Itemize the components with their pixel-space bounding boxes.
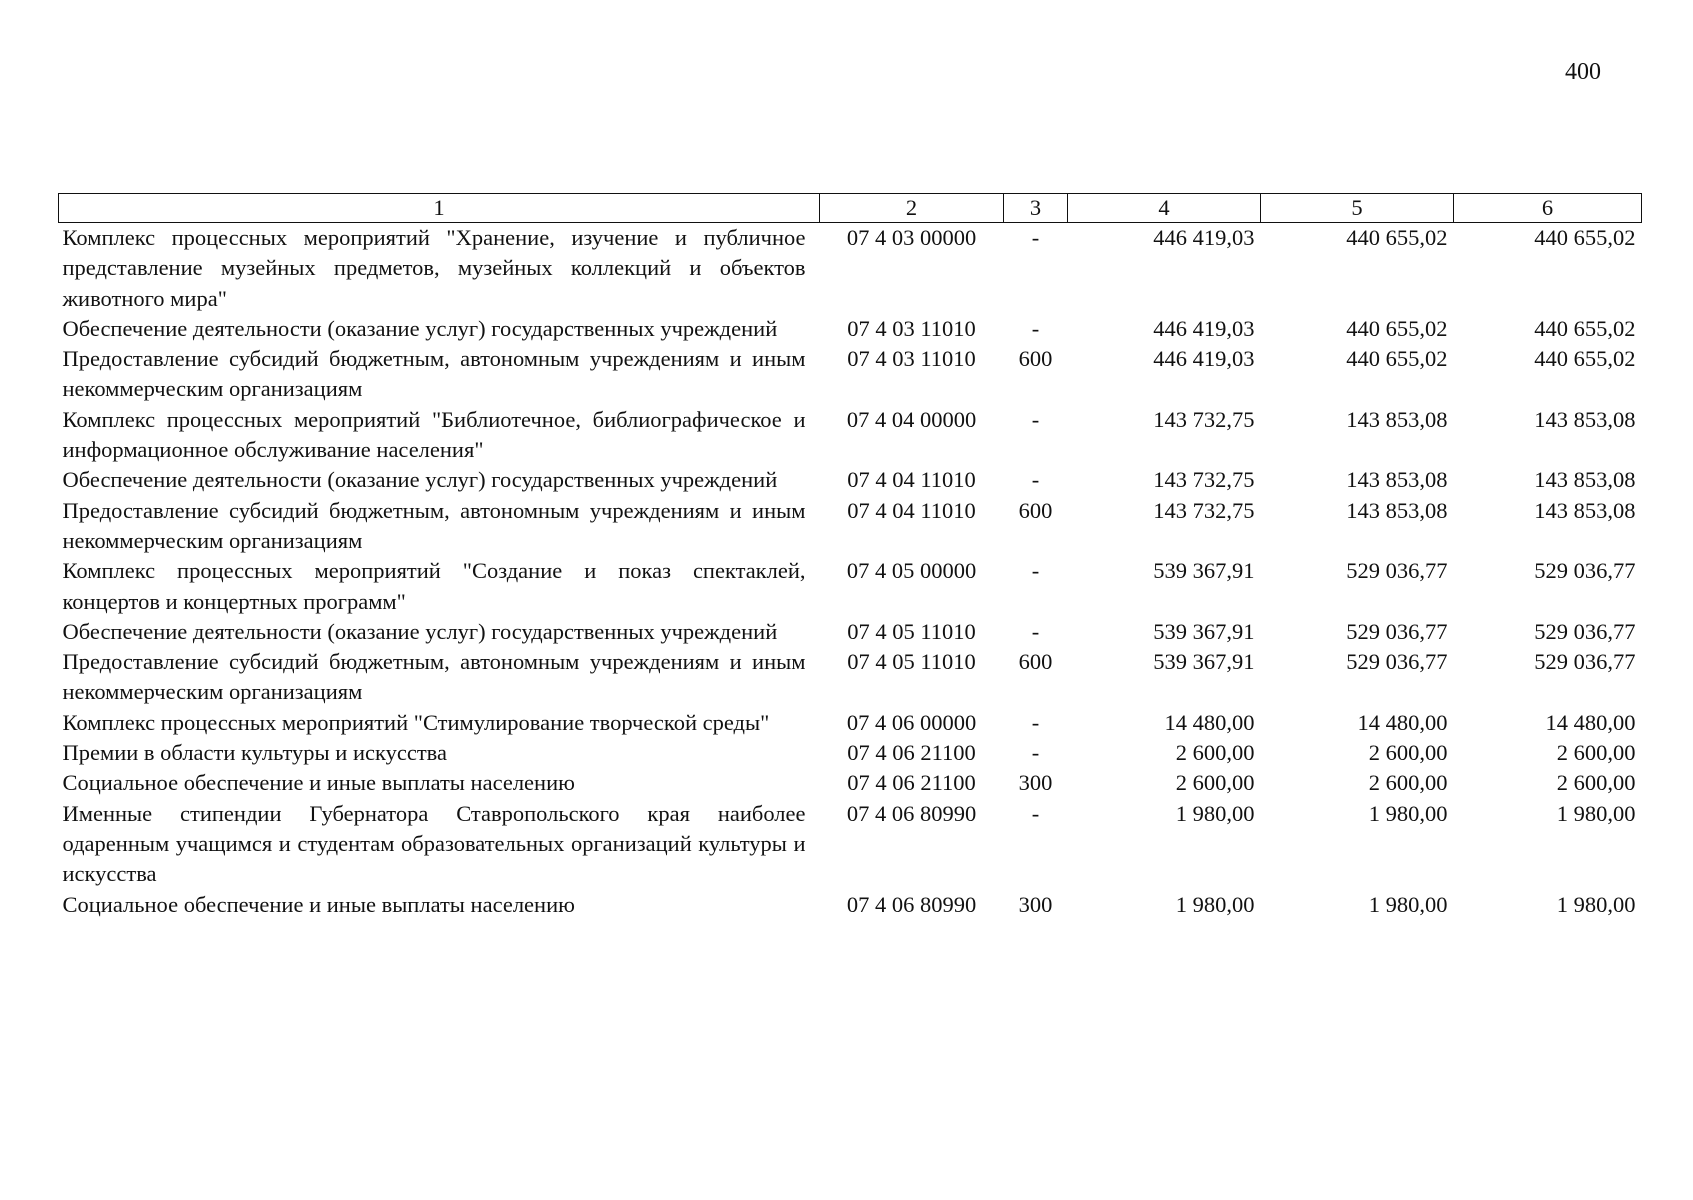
row-code: 07 4 05 11010 — [847, 649, 976, 675]
row-value-4: 446 419,03 — [1153, 225, 1255, 250]
row-value-5: 529 036,77 — [1346, 558, 1448, 584]
row-value-6: 1 980,00 — [1556, 800, 1636, 826]
row-value-5: 2 600,00 — [1368, 770, 1448, 796]
row-code: 07 4 03 11010 — [847, 315, 976, 341]
row-type: 600 — [1018, 649, 1053, 675]
table-row — [59, 496, 1642, 557]
row-name: Обеспечение деятельности (оказание услуг) государственных учреждений — [62, 618, 778, 644]
table-row — [59, 465, 1642, 495]
row-code: 07 4 04 11010 — [847, 467, 976, 493]
row-type: - — [1031, 467, 1040, 493]
row-value-5: 529 036,77 — [1346, 649, 1448, 675]
row-code: 07 4 06 21100 — [847, 770, 976, 796]
row-value-5: 440 655,02 — [1346, 315, 1448, 341]
row-code: 07 4 05 11010 — [847, 618, 976, 644]
row-value-5: 440 655,02 — [1346, 346, 1448, 372]
row-value-6: 529 036,77 — [1534, 649, 1636, 675]
row-name: Социальное обеспечение и иные выплаты населению — [62, 891, 575, 917]
row-name: Комплекс процессных мероприятий "Создание и показ спектаклей, концертов и концертных программ" — [62, 558, 806, 614]
row-value-6: 2 600,00 — [1556, 740, 1636, 766]
budget-table — [58, 193, 1642, 920]
table-row — [59, 799, 1642, 890]
row-code: 07 4 06 21100 — [847, 740, 976, 766]
column-header-2: 2 — [820, 194, 1004, 223]
row-value-4: 143 732,75 — [1153, 467, 1255, 493]
row-value-4: 539 367,91 — [1153, 558, 1255, 584]
row-value-4: 2 600,00 — [1175, 740, 1255, 766]
row-code: 07 4 03 00000 — [846, 225, 977, 250]
table-row — [59, 738, 1642, 768]
table-row — [59, 556, 1642, 617]
row-name: Предоставление субсидий бюджетным, автономным учреждениям и иным некоммерческим организациям — [62, 346, 806, 402]
row-type: - — [1031, 315, 1040, 341]
row-type: - — [1031, 618, 1040, 644]
row-name: Предоставление субсидий бюджетным, автономным учреждениям и иным некоммерческим организациям — [62, 497, 806, 553]
table-row — [59, 708, 1642, 738]
row-name: Комплекс процессных мероприятий "Стимулирование творческой среды" — [62, 709, 770, 735]
row-value-6: 143 853,08 — [1534, 406, 1636, 432]
row-type: - — [1031, 406, 1040, 432]
row-name: Социальное обеспечение и иные выплаты населению — [62, 770, 575, 796]
row-value-6: 440 655,02 — [1534, 315, 1636, 341]
row-value-4: 446 419,03 — [1153, 315, 1255, 341]
row-code: 07 4 06 80990 — [846, 800, 977, 826]
row-code: 07 4 03 11010 — [847, 346, 976, 372]
row-code: 07 4 04 11010 — [847, 497, 976, 523]
row-value-4: 14 480,00 — [1164, 709, 1255, 735]
row-value-4: 446 419,03 — [1153, 346, 1255, 372]
row-code: 07 4 06 80990 — [846, 891, 977, 917]
row-name: Обеспечение деятельности (оказание услуг) государственных учреждений — [62, 315, 778, 341]
row-value-4: 2 600,00 — [1175, 770, 1255, 796]
page-number: 400 — [1565, 59, 1601, 85]
row-value-5: 143 853,08 — [1346, 497, 1448, 523]
row-type: 600 — [1018, 346, 1053, 372]
table-row — [59, 890, 1642, 920]
row-value-5: 143 853,08 — [1346, 406, 1448, 432]
row-name: Предоставление субсидий бюджетным, автономным учреждениям и иным некоммерческим организациям — [62, 649, 806, 705]
row-code: 07 4 06 00000 — [846, 709, 977, 735]
row-value-4: 1 980,00 — [1175, 800, 1255, 826]
row-value-4: 143 732,75 — [1153, 406, 1255, 432]
row-value-5: 143 853,08 — [1346, 467, 1448, 493]
row-name: Обеспечение деятельности (оказание услуг) государственных учреждений — [62, 467, 778, 493]
row-type: - — [1031, 709, 1040, 735]
table-row — [59, 314, 1642, 344]
row-type: - — [1031, 558, 1040, 584]
row-name: Комплекс процессных мероприятий "Хранение, изучение и публичное представление музейных предметов, музейных коллекций и объектов животного мира" — [62, 225, 806, 311]
row-type: - — [1031, 800, 1040, 826]
table-header-row — [59, 194, 1642, 223]
row-code: 07 4 05 00000 — [846, 558, 977, 584]
row-name: Комплекс процессных мероприятий "Библиотечное, библиографическое и информационное обслуживание населения" — [62, 406, 806, 463]
row-type: - — [1031, 740, 1040, 766]
column-header-5: 5 — [1261, 194, 1454, 223]
row-name: Премии в области культуры и искусства — [62, 740, 447, 766]
row-type: 300 — [1018, 770, 1053, 796]
column-header-6: 6 — [1454, 194, 1642, 223]
row-value-4: 539 367,91 — [1153, 618, 1255, 644]
column-header-1: 1 — [59, 194, 820, 223]
row-value-6: 143 853,08 — [1534, 467, 1636, 493]
row-value-5: 2 600,00 — [1368, 740, 1448, 766]
table-row — [59, 647, 1642, 708]
row-value-6: 440 655,02 — [1534, 346, 1636, 372]
row-code: 07 4 04 00000 — [846, 406, 977, 432]
row-value-5: 1 980,00 — [1368, 891, 1448, 917]
row-value-6: 2 600,00 — [1556, 770, 1636, 796]
row-value-6: 529 036,77 — [1534, 618, 1636, 644]
row-value-6: 529 036,77 — [1534, 558, 1636, 584]
row-value-6: 14 480,00 — [1545, 709, 1636, 735]
row-value-6: 143 853,08 — [1534, 497, 1636, 523]
row-value-5: 1 980,00 — [1368, 800, 1448, 826]
row-value-4: 539 367,91 — [1153, 649, 1255, 675]
row-type: - — [1031, 225, 1040, 250]
row-value-5: 14 480,00 — [1357, 709, 1448, 735]
row-value-6: 1 980,00 — [1556, 891, 1636, 917]
row-value-4: 1 980,00 — [1175, 891, 1255, 917]
table-row — [59, 405, 1642, 466]
row-name: Именные стипендии Губернатора Ставропольского края наиболее одаренным учащимся и студентам образовательных организаций культуры и искусства — [62, 800, 806, 887]
row-value-6: 440 655,02 — [1534, 225, 1636, 250]
row-value-5: 440 655,02 — [1346, 225, 1448, 250]
column-header-4: 4 — [1068, 194, 1261, 223]
row-type: 600 — [1018, 497, 1053, 523]
table-row — [59, 223, 1642, 314]
column-header-3: 3 — [1004, 194, 1068, 223]
row-type: 300 — [1018, 891, 1053, 917]
row-value-5: 529 036,77 — [1346, 618, 1448, 644]
table-row — [59, 768, 1642, 798]
table-row — [59, 344, 1642, 405]
table-row — [59, 617, 1642, 647]
row-value-4: 143 732,75 — [1153, 497, 1255, 523]
